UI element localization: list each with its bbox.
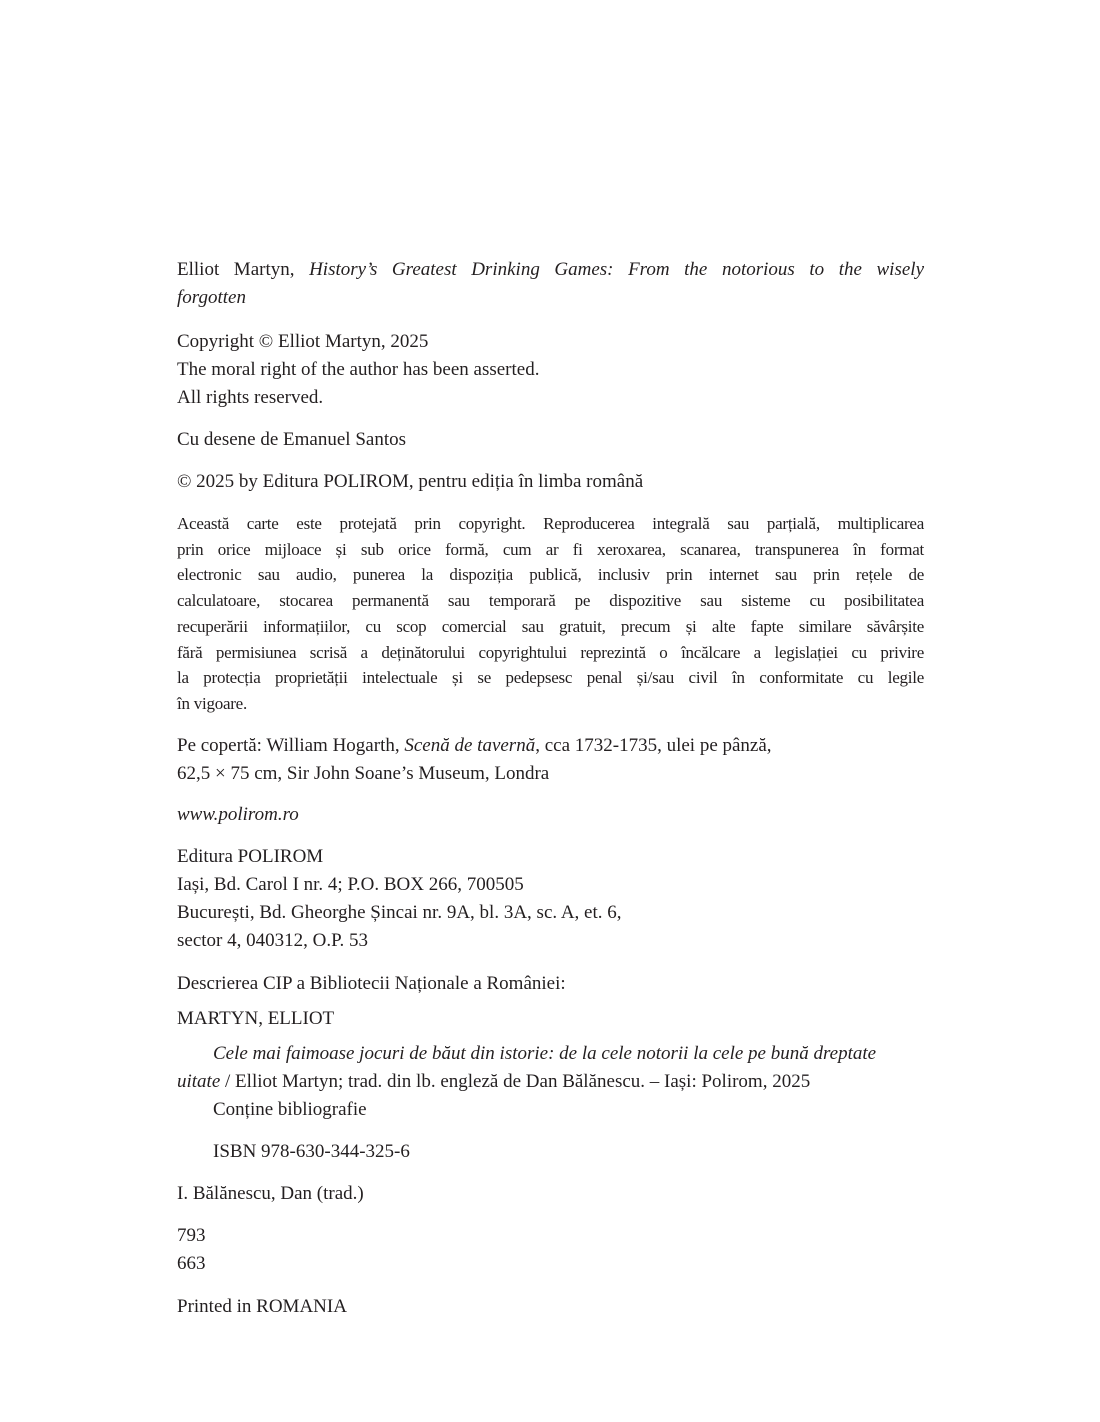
legal-line: calculatoare, stocarea permanentă sau temporară pe dispozitive sau sisteme cu posibilitatea [177, 591, 924, 611]
legal-line: recuperării informațiilor, cu scop comercial sau gratuit, precum și alte fapte similare săvârșite [177, 616, 924, 636]
cover-credit [177, 732, 924, 788]
isbn: ISBN 978-630-344-325-6 [213, 1141, 410, 1162]
cip-author: MARTYN, ELLIOT [177, 1008, 335, 1029]
legal-line: în vigoare. [177, 693, 247, 713]
cip-translator: I. Bălănescu, Dan (trad.) [177, 1183, 364, 1204]
cip-title-end: uitate [177, 1071, 221, 1092]
cip-title-block [177, 1040, 924, 1124]
author-name: Elliot Martyn, [177, 259, 295, 280]
legal-notice [177, 511, 924, 717]
copyright-line: Copyright © Elliot Martyn, 2025 [177, 331, 429, 352]
cover-suffix: , cca 1732-1735, ulei pe pânză, [535, 735, 772, 756]
legal-line: fără permisiunea scrisă a deținătorului copyrightului reprezintă o încălcare a legislației cu privire [177, 642, 924, 662]
legal-line: prin orice mijloace și sub orice formă, cum ar fi xeroxarea, scanarea, transpunerea în format [177, 539, 924, 559]
moral-right-line: The moral right of the author has been asserted. [177, 359, 540, 380]
copyright-block [177, 328, 924, 412]
original-title-continued: forgotten [177, 287, 246, 308]
publisher-address: sector 4, 040312, O.P. 53 [177, 930, 369, 951]
printed-in: Printed in ROMANIA [177, 1296, 347, 1317]
legal-line: Această carte este protejată prin copyright. Reproducerea integrală sau parțială, multiplicarea [177, 514, 924, 533]
legal-line: la protecția proprietății intelectuale și se pedepsesc penal și/sau civil în conformitate cu legile [177, 668, 924, 688]
cip-title: Cele mai faimoase jocuri de băut din istorie: de la cele notorii la cele pe bună dreptate [213, 1043, 877, 1064]
cover-prefix: Pe copertă: William Hogarth, [177, 735, 405, 756]
class-number: 663 [177, 1253, 206, 1274]
original-title: History’s Greatest Drinking Games: From the notorious to the wisely [309, 259, 924, 280]
publisher-block [177, 843, 924, 955]
edition-copyright: © 2025 by Editura POLIROM, pentru ediția în limba română [177, 471, 644, 492]
class-number: 793 [177, 1225, 206, 1246]
cip-contents: Conține bibliografie [213, 1099, 367, 1120]
publisher-address: Iași, Bd. Carol I nr. 4; P.O. BOX 266, 700505 [177, 874, 524, 895]
publisher-address: București, Bd. Gheorghe Șincai nr. 9A, bl. 3A, sc. A, et. 6, [177, 902, 622, 923]
publisher-name: Editura POLIROM [177, 846, 324, 867]
cip-classification [177, 1222, 924, 1278]
painting-title: Scenă de tavernă [404, 735, 536, 756]
original-credits-line1 [177, 256, 924, 284]
cover-details: 62,5 × 75 cm, Sir John Soane’s Museum, Londra [177, 763, 550, 784]
rights-reserved-line: All rights reserved. [177, 387, 324, 408]
cip-responsibility: / Elliot Martyn; trad. din lb. engleză de Dan Bălănescu. – Iași: Polirom, 2025 [220, 1071, 811, 1092]
illustrations-credit: Cu desene de Emanuel Santos [177, 429, 407, 450]
website-link[interactable]: www.polirom.ro [177, 804, 299, 825]
cip-heading: Descrierea CIP a Bibliotecii Naționale a României: [177, 973, 566, 994]
legal-line: electronic sau audio, punerea la dispoziția publică, inclusiv prin internet sau prin rețele de [177, 565, 924, 585]
